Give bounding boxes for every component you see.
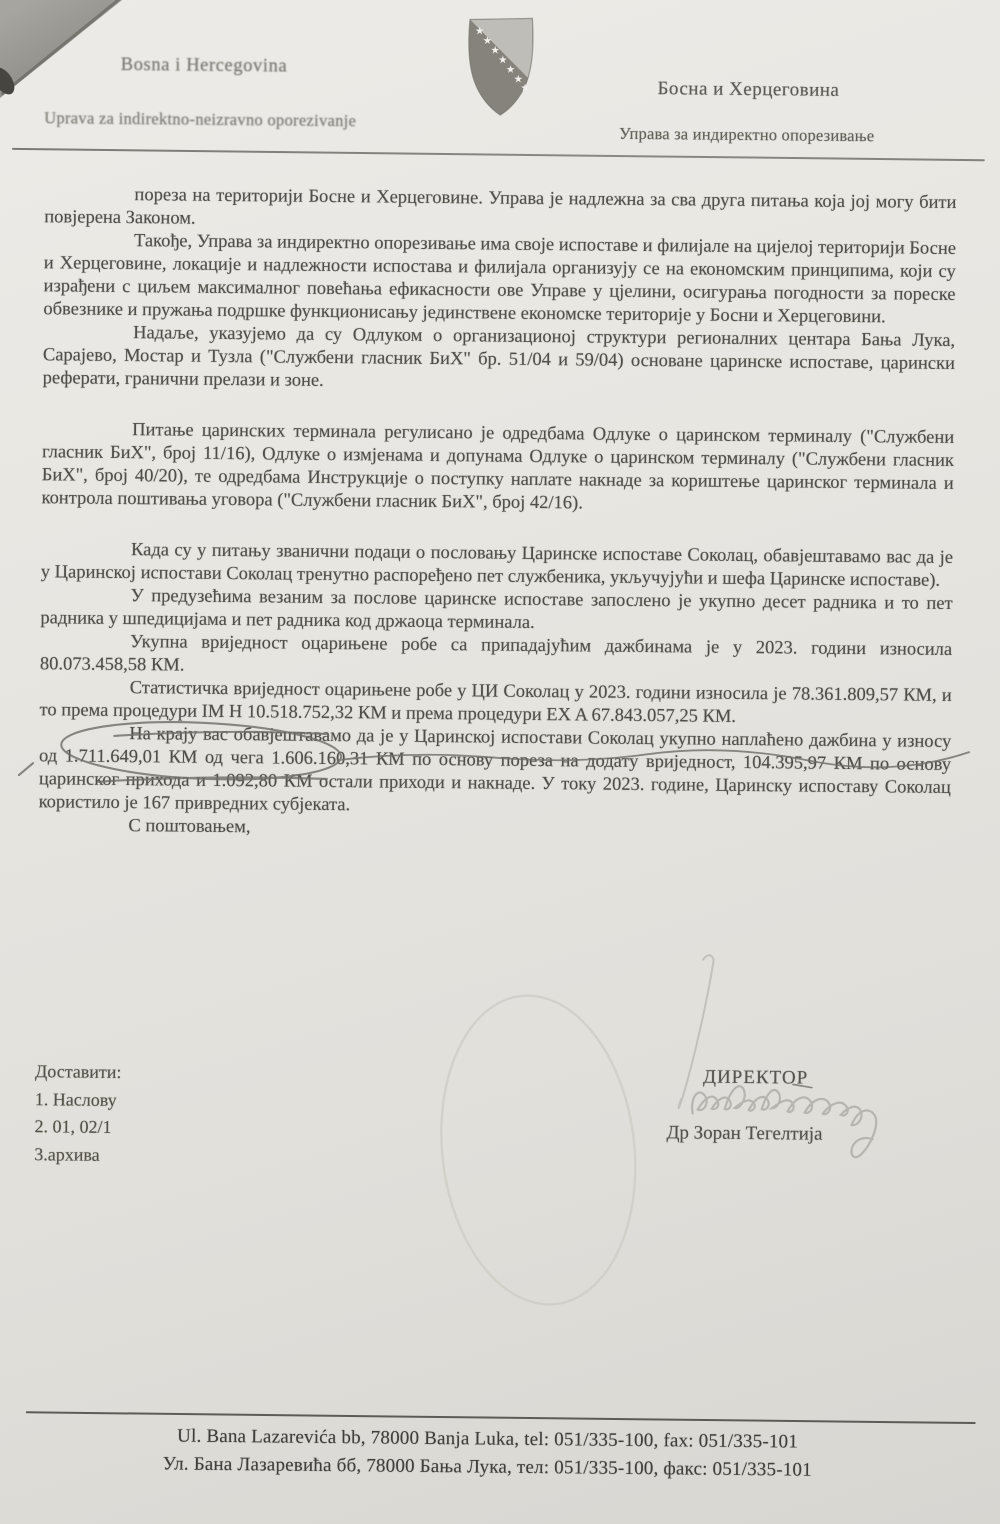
signatory-role: ДИРЕКТОР [702, 1066, 809, 1089]
footer-address-latin: Ul. Bana Lazarevića bb, 78000 Banja Luka, tel: 051/335-100, fax: 051/335-101 [176, 1425, 799, 1453]
faint-stamp-circle [426, 985, 652, 1315]
svg-text:★: ★ [498, 54, 508, 67]
paragraph-4: Питање царинских терминала регулисано је одредбама Одлуке о царинском терминалу ("Службени гласник БиХ", број 11/16), Одлуке о измјенама и допунама Одлуке о царинском терминалу ("Службени гласник БиХ", број 40/20), те одредбама Инструкције о поступку наплате накнаде за кориштење царинског терминала и контрола поштивања уговора ("Службени гласник БиХ", број 42/16). [41, 420, 955, 514]
signature-scribble [692, 1086, 877, 1158]
letterhead-agency-cyrillic: Управа за индиректно опорезивање [619, 123, 875, 146]
paragraph-2: Такође, Управа за индиректно опорезивање има своје испоставе и филијале на цијелој територији Босне и Херцеговине, локације и надлежности испостава и филијала организују се на економским принципима, који су израђени с циљем максималног повећања ефикасности ове Управе у цјелини, осигурања погодности за пореске обвезнике и пружања подршке функционисању јединствене економске територије у Босни и Херцеговини. [43, 231, 957, 328]
distribution-list [34, 1058, 121, 1169]
distribution-title: Доставити: [34, 1061, 122, 1083]
closing-salutation: С поштовањем, [128, 816, 251, 838]
svg-text:★: ★ [475, 25, 485, 38]
paragraph-9: На крају вас обавјештавамо да је у Царинској испостави Соколац укупно наплаћено дажбина у износу од 1.711.649,01 КМ од чега 1.606.160,31 КМ по основу пореза на додату вриједност, 104.395,97 КМ по основу царинског прихода и 1.092,80 КМ остали приходи и накнаде. У току 2023. године, Царинску испоставу Соколац користило је 167 привредних субјеката. [38, 724, 952, 816]
letterhead-divider-line [12, 148, 985, 161]
paragraph-1: пореза на територији Босне и Херцеговине. Управа је надлежна за сва друга питања која јој могу бити повјерена Законом. [44, 185, 957, 229]
footer-divider-line [26, 1411, 976, 1424]
paragraph-5: Када су у питању званични подаци о пословању Царинске испоставе Соколац, обавјештавамо вас да је у Царинској испостави Соколац тренутно распоређено пет службеника, укључујући и шефа Царинске испоставе). [40, 540, 954, 591]
paragraph-8: Статистичка вриједност оцарињене робе у ЦИ Соколац у 2023. години износила је 78.361.809,57 КМ, и то према процедури IM H 10.518.752,32 КМ и према процедури EX A 67.843.057,25 КМ. [39, 678, 952, 727]
letterhead-country-latin: Bosna i Hercegovina [120, 54, 288, 77]
letter-body [38, 183, 956, 846]
signatory-name: Др Зоран Тегелтија [666, 1122, 823, 1145]
paragraph-7: Укупна вриједност оцарињене робе са припадајућим дажбинама је у 2023. години износила 80.073.458,58 КМ. [39, 632, 953, 676]
distribution-item: 2. 01, 02/1 [34, 1116, 112, 1137]
svg-text:★: ★ [490, 44, 500, 57]
letterhead-agency-latin: Uprava za indirektno-neizravno oporezivanje [44, 108, 357, 131]
svg-text:★: ★ [513, 73, 523, 86]
paragraph-6: У предузећима везаним за послове царинске испоставе запослено је укупно десет радника и то пет радника у шпедицијама и пет радника код држаоца терминала. [40, 586, 953, 633]
distribution-item: 3.архива [34, 1143, 100, 1165]
letterhead-country-cyrillic: Босна и Херцеговина [657, 78, 840, 101]
svg-text:★: ★ [520, 82, 530, 95]
svg-text:★: ★ [482, 34, 493, 47]
svg-text:★: ★ [505, 63, 516, 76]
distribution-item: 1. Наслову [34, 1088, 117, 1110]
paragraph-3: Надаље, указујемо да су Одлуком о организационој структури регионалних центара Бања Лука, Сарајево, Мостар и Тузла ("Службени гласник БиХ" бр. 51/04 и 59/04) основане царинске испоставе, царински реферати, гранични прелази и зоне. [42, 323, 956, 391]
footer-address-cyrillic: Ул. Бана Лазаревића бб, 78000 Бања Лука, тел: 051/335-100, факс: 051/335-101 [162, 1453, 812, 1481]
pen-margin-tick [19, 763, 33, 775]
bih-coat-of-arms-icon [456, 14, 545, 119]
